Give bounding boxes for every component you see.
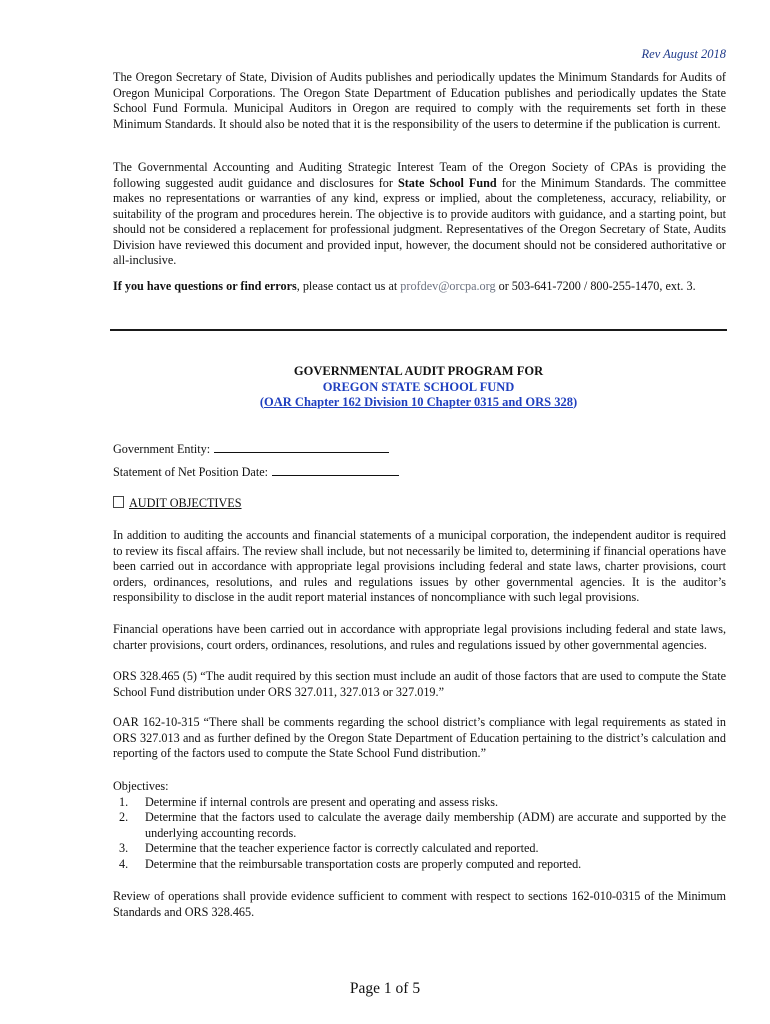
state-school-fund-bold: State School Fund (397, 175, 497, 190)
objective-item (113, 810, 726, 841)
objective-number: 1. (119, 794, 129, 809)
intro-text-1: The Oregon Secretary of State, Division of Audits publishes and periodically updates the Minimum Standards for Audits of Oregon Municipal Corporations. The Oregon State Department of Education publishes and periodically updates the State School Fund Formula. Municipal Auditors in Oregon are required to comply with the requirements set forth in these Minimum Standards. It should also be noted that it is the responsibility of the users to determine if the publication is current. (113, 70, 726, 131)
review-paragraph (113, 889, 726, 920)
objective-text: Determine that the reimbursable transportation costs are properly computed and reported. (145, 856, 582, 871)
ors-quote-text: ORS 328.465 (5) “The audit required by this section must include an audit of those factors that are used to compute the State School Fund distribution under ORS 327.011, 327.013 or 327.019.” (113, 669, 726, 699)
government-entity-label: Government Entity: (113, 442, 211, 456)
contact-end: or 503-641-7200 / 800-255-1470, ext. 3. (495, 279, 696, 293)
program-title-line-1: GOVERNMENTAL AUDIT PROGRAM FOR (293, 364, 544, 378)
contact-paragraph (113, 279, 726, 295)
objectives-text-2: Financial operations have been carried out in accordance with appropriate legal provisions including federal and state laws, charter provisions, court orders, ordinances, resolutions, and rules and regulations issued by other governmental agencies. (113, 622, 726, 652)
audit-objectives-heading (113, 496, 242, 511)
government-entity-blank[interactable] (214, 440, 389, 453)
objectives-list (113, 795, 726, 873)
intro-paragraph-2 (113, 160, 726, 269)
objectives-text-1: In addition to auditing the accounts and financial statements of a municipal corporation, the independent auditor is required to review its fiscal affairs. The review shall include, but not necessarily be limited to, determining if financial operations have been carried out in accordance with appropriate legal provisions including federal and state laws, charter provisions, court orders, ordinances, resolutions, and rules and regulations issues by other governmental agencies. It is the auditor’s responsibility to disclose in the audit report material instances of noncompliance with such legal provisions. (113, 528, 726, 604)
paren-open: ( (259, 395, 265, 409)
paren-close: ) (572, 395, 578, 409)
program-title (110, 364, 727, 411)
objective-text: Determine that the factors used to calculate the average daily membership (ADM) are accurate and supported by the underlying accounting records. (145, 810, 726, 840)
objective-item (113, 795, 726, 811)
review-text: Review of operations shall provide evidence sufficient to comment with respect to sections 162-010-0315 of the Minimum Standards and ORS 328.465. (113, 889, 726, 919)
objectives-list-block (113, 779, 726, 872)
contact-mid: , please contact us at (296, 279, 401, 293)
program-title-line-3 (110, 395, 727, 411)
objective-number: 2. (119, 810, 129, 824)
intro-text-2b: for the Minimum Standards. The committee makes no representations or warranties of any kind, express or implied, about the completeness, accuracy, reliability, or suitability of the program and procedures herein. The objective is to provide auditors with guidance, and a starting point, but should not be considered a replacement for professional judgment. Representatives of the Oregon Secretary of State, Audits Division have reviewed this document and provided input, however, the document should not be considered authoritative or all-inclusive. (113, 175, 726, 267)
audit-objectives-title: AUDIT OBJECTIVES (129, 496, 242, 510)
objective-item (113, 857, 726, 873)
section-divider (110, 329, 727, 331)
net-position-date-field (113, 463, 399, 480)
net-position-date-label: Statement of Net Position Date: (113, 465, 269, 479)
intro-paragraph-1 (113, 70, 726, 132)
net-position-date-blank[interactable] (272, 463, 399, 476)
page-number: Page 1 of 5 (349, 980, 421, 997)
contact-email-link[interactable]: profdev@orcpa.org (400, 279, 496, 293)
contact-text (113, 279, 726, 295)
objectives-label: Objectives: (113, 779, 169, 793)
intro-text-2a: The Governmental Accounting and Auditing Strategic Interest Team of the Oregon Society of CPAs is providing the following suggested audit guidance and disclosures for (113, 160, 726, 190)
oar-quote-text: OAR 162-10-315 “There shall be comments regarding the school district’s compliance with legal requirements as stated in ORS 327.013 and as further defined by the Oregon State Department of Education pertaining to the district’s calculation and reporting of the factors used to compute the State School Fund distribution.” (113, 715, 726, 760)
oar-chapter-link[interactable]: OAR Chapter 162 Division 10 Chapter 0315 and ORS 328 (264, 395, 573, 409)
objective-text: Determine if internal controls are present and operating and assess risks. (145, 794, 498, 809)
program-title-line-2: OREGON STATE SCHOOL FUND (322, 379, 515, 394)
ors-quote-paragraph (113, 669, 726, 700)
objective-text: Determine that the teacher experience factor is correctly calculated and reported. (145, 841, 539, 855)
objectives-paragraph-2 (113, 622, 726, 653)
objectives-paragraph-1 (113, 528, 726, 606)
revision-label: Rev August 2018 (641, 47, 726, 61)
contact-bold: If you have questions or find errors (113, 279, 297, 293)
checkbox-icon (113, 496, 124, 508)
objective-number: 4. (119, 856, 129, 871)
government-entity-field (113, 440, 389, 457)
intro-text-2 (113, 160, 726, 269)
objective-number: 3. (119, 841, 129, 855)
oar-quote-paragraph (113, 715, 726, 762)
objective-item (113, 841, 726, 857)
